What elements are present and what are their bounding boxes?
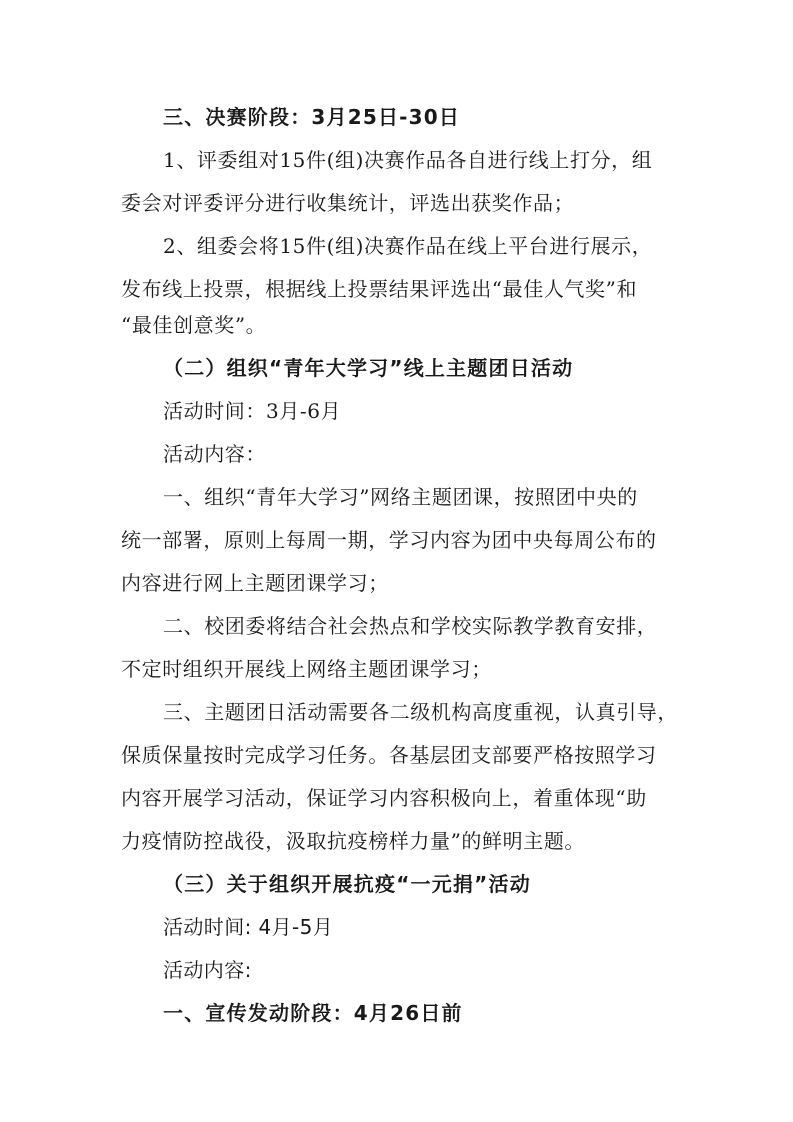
section-heading-donation: （三）关于组织开展抗疫“一元捐”活动 [163,872,531,896]
paragraph-line: 统一部署，原则上每周一期，学习内容为团中央每周公布的 [121,528,657,552]
paragraph-line: 保质保量按时完成学习任务。各基层团支部要严格按照学习 [121,743,657,767]
paragraph-line: 不定时组织开展线上网络主题团课学习； [121,657,492,681]
paragraph-line: 二、校团委将结合社会热点和学校实际教学教育安排， [163,614,658,638]
paragraph-line: 发布线上投票，根据线上投票结果评选出“最佳人气奖”和 [121,277,638,301]
paragraph-line: 一、组织“青年大学习”网络主题团课，按照团中央的 [163,485,638,509]
activity-time: 活动时间: 4月-5月 [163,915,334,939]
section-heading-youth-study: （二）组织“青年大学习”线上主题团日活动 [163,356,574,380]
paragraph-line: 1、评委组对15件(组)决赛作品各自进行线上打分，组 [163,148,653,172]
stage-heading-final: 三、决赛阶段：3月25日-30日 [163,105,461,129]
paragraph-line: 三、主题团日活动需要各二级机构高度重视，认真引导， [163,700,678,724]
paragraph-line: 委会对评委评分进行收集统计，评选出获奖作品； [121,191,575,215]
paragraph-line: 内容进行网上主题团课学习； [121,571,389,595]
activity-time: 活动时间：3月-6月 [163,399,342,423]
paragraph-line: “最佳创意奖”。 [121,313,267,337]
paragraph-line: 2、组委会将15件(组)决赛作品在线上平台进行展示， [163,234,653,258]
activity-content-label: 活动内容: [163,958,252,982]
paragraph-line: 力疫情防控战役，汲取抗疫榜样力量”的鲜明主题。 [121,829,586,853]
activity-content-label: 活动内容： [163,442,266,466]
stage-heading-publicity: 一、宣传发动阶段：4月26日前 [163,1001,463,1025]
paragraph-line: 内容开展学习活动，保证学习内容积极向上，着重体现“助 [121,786,647,810]
